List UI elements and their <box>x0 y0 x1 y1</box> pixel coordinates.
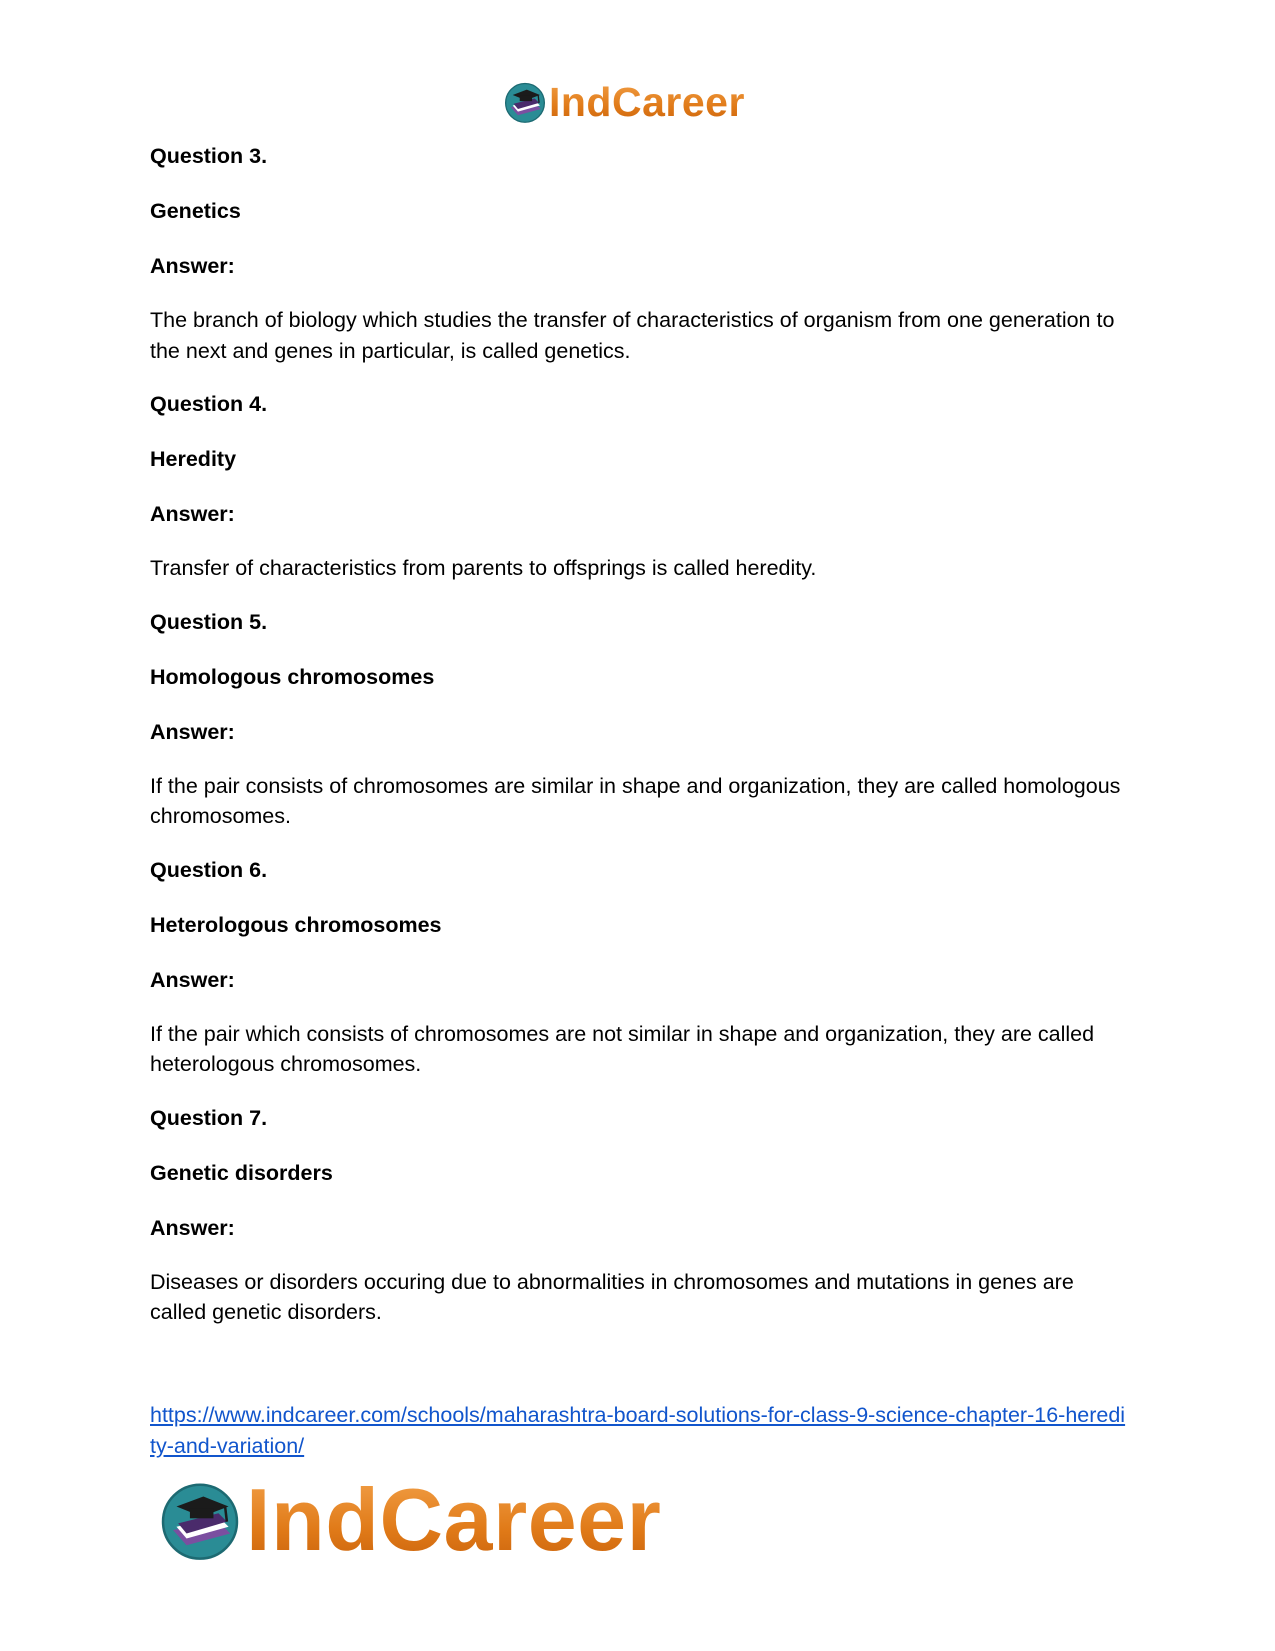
logo-wordmark: IndCareer <box>549 79 745 125</box>
question-topic: Genetics <box>150 199 241 223</box>
question-number: Question 6. <box>150 857 268 882</box>
graduation-book-icon <box>158 1478 242 1562</box>
qa-item-6 <box>150 857 1130 1105</box>
question-number: Question 3. <box>150 144 268 168</box>
question-topic: Genetic disorders <box>150 1160 333 1185</box>
qa-item-3 <box>150 143 1130 391</box>
qa-content <box>150 143 1130 1328</box>
footer-logo <box>158 1472 661 1568</box>
answer-label: Answer: <box>150 1215 235 1240</box>
answer-label: Answer: <box>150 967 235 992</box>
qa-item-7 <box>150 1105 1130 1328</box>
logo-wordmark: IndCareer <box>246 1470 662 1569</box>
header-logo <box>503 78 745 126</box>
graduation-book-icon <box>503 80 547 124</box>
question-topic: Homologous chromosomes <box>150 664 435 689</box>
answer-text: If the pair which consists of chromosomes are not similar in shape and organization, they are called heterologous chromosomes. <box>150 1021 1095 1076</box>
answer-text: The branch of biology which studies the transfer of characteristics of organism from one generation to the next and genes in particular, is called genetics. <box>150 308 1115 363</box>
question-number: Question 4. <box>150 392 268 416</box>
question-topic: Heredity <box>150 447 237 471</box>
answer-label: Answer: <box>150 254 235 278</box>
answer-label: Answer: <box>150 502 235 526</box>
question-number: Question 5. <box>150 609 268 634</box>
answer-text: Transfer of characteristics from parents to offsprings is called heredity. <box>150 556 817 580</box>
answer-text: Diseases or disorders occuring due to abnormalities in chromosomes and mutations in genes are called genetic disorders. <box>150 1269 1074 1324</box>
source-link[interactable]: https://www.indcareer.com/schools/maharashtra-board-solutions-for-class-9-science-chapter-16-heredity-and-variation/ <box>150 1403 1126 1458</box>
question-topic: Heterologous chromosomes <box>150 912 442 937</box>
question-number: Question 7. <box>150 1105 268 1130</box>
qa-item-5 <box>150 609 1130 857</box>
qa-item-4 <box>150 391 1130 609</box>
answer-label: Answer: <box>150 719 235 744</box>
answer-text: If the pair consists of chromosomes are similar in shape and organization, they are called homologous chromosomes. <box>150 773 1121 828</box>
